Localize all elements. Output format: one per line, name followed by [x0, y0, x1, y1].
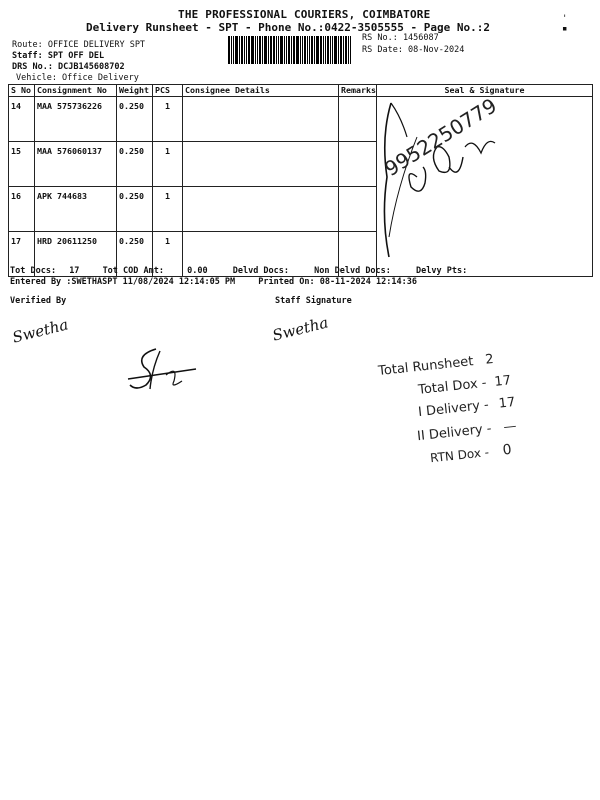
cell-remarks	[339, 97, 377, 142]
rs-number: RS No.: 1456087	[362, 33, 439, 43]
consignment-table	[8, 84, 593, 277]
cell-weight: 0.250	[117, 232, 153, 277]
cell-weight: 0.250	[117, 187, 153, 232]
col-seal: Seal & Signature	[377, 85, 593, 97]
note-i-delivery: I Delivery - 17	[417, 394, 516, 421]
verified-by-label: Verified By	[10, 296, 67, 306]
cell-pcs: 1	[153, 232, 183, 277]
staff-label: Staff: SPT OFF DEL	[12, 51, 105, 61]
cell-pcs: 1	[153, 187, 183, 232]
printed-on: Printed On: 08-11-2024 12:14:36	[258, 277, 417, 287]
staff-signature: Swetha	[270, 313, 330, 345]
col-consignee: Consignee Details	[183, 85, 339, 97]
cell-sno: 17	[9, 232, 35, 277]
drs-number: DRS No.: DCJB145608702	[12, 62, 125, 72]
col-consignment: Consignment No	[35, 85, 117, 97]
barcode	[228, 36, 356, 64]
delvd-docs-label: Delvd Docs:	[232, 266, 290, 276]
cell-remarks	[339, 142, 377, 187]
seal-handwritten-number: 9952250779	[380, 93, 501, 181]
runsheet-title: Delivery Runsheet - SPT - Phone No.:0422-3505555 - Page No.:2	[86, 21, 490, 34]
entered-by-line	[10, 277, 417, 287]
rs-date: RS Date: 08-Nov-2024	[362, 45, 465, 55]
tot-cod-label: Tot COD Amt:	[102, 266, 164, 276]
col-pcs: PCS	[153, 85, 183, 97]
cell-sno: 14	[9, 97, 35, 142]
staff-signature-label: Staff Signature	[275, 296, 352, 306]
entered-by: Entered By :SWETHASPT 11/08/2024 12:14:05 PM	[10, 277, 236, 287]
cell-sno: 16	[9, 187, 35, 232]
tot-docs-value: 17	[69, 266, 80, 276]
totals-line	[10, 266, 467, 276]
corner-mark: ' ▪	[562, 14, 568, 34]
cell-consignee	[183, 187, 339, 232]
non-delvd-docs-label: Non Delvd Docs:	[314, 266, 391, 276]
cell-consignment: HRD 20611250	[35, 232, 117, 277]
col-sno: S No	[9, 85, 35, 97]
table-row	[9, 97, 593, 142]
verified-signature: Swetha	[10, 315, 70, 347]
tot-docs-label: Tot Docs:	[10, 266, 57, 276]
scribble-signature	[126, 345, 206, 395]
cell-consignment: APK 744683	[35, 187, 117, 232]
table-header-row	[9, 85, 593, 97]
cell-consignment: MAA 575736226	[35, 97, 117, 142]
cell-consignee	[183, 142, 339, 187]
cell-pcs: 1	[153, 142, 183, 187]
tot-cod-value: 0.00	[187, 266, 208, 276]
route-label: Route: OFFICE DELIVERY SPT	[12, 40, 146, 50]
note-ii-delivery: II Delivery - —	[416, 418, 518, 445]
cell-weight: 0.250	[117, 142, 153, 187]
note-total-dox: Total Dox - 17	[417, 373, 512, 398]
col-remarks: Remarks	[339, 85, 377, 97]
cell-weight: 0.250	[117, 97, 153, 142]
cell-seal	[377, 93, 593, 277]
note-total-runsheet: Total Runsheet 2	[377, 351, 495, 380]
delvy-pts-label: Delvy Pts:	[416, 266, 468, 276]
cell-consignment: MAA 576060137	[35, 142, 117, 187]
cell-pcs: 1	[153, 97, 183, 142]
vehicle-label: Vehicle: Office Delivery	[16, 73, 139, 83]
cell-consignee	[183, 97, 339, 142]
company-title: THE PROFESSIONAL COURIERS, COIMBATORE	[178, 8, 431, 21]
cell-sno: 15	[9, 142, 35, 187]
note-rtn-dox: RTN Dox - 0	[429, 441, 513, 466]
col-weight: Weight	[117, 85, 153, 97]
cell-remarks	[339, 187, 377, 232]
